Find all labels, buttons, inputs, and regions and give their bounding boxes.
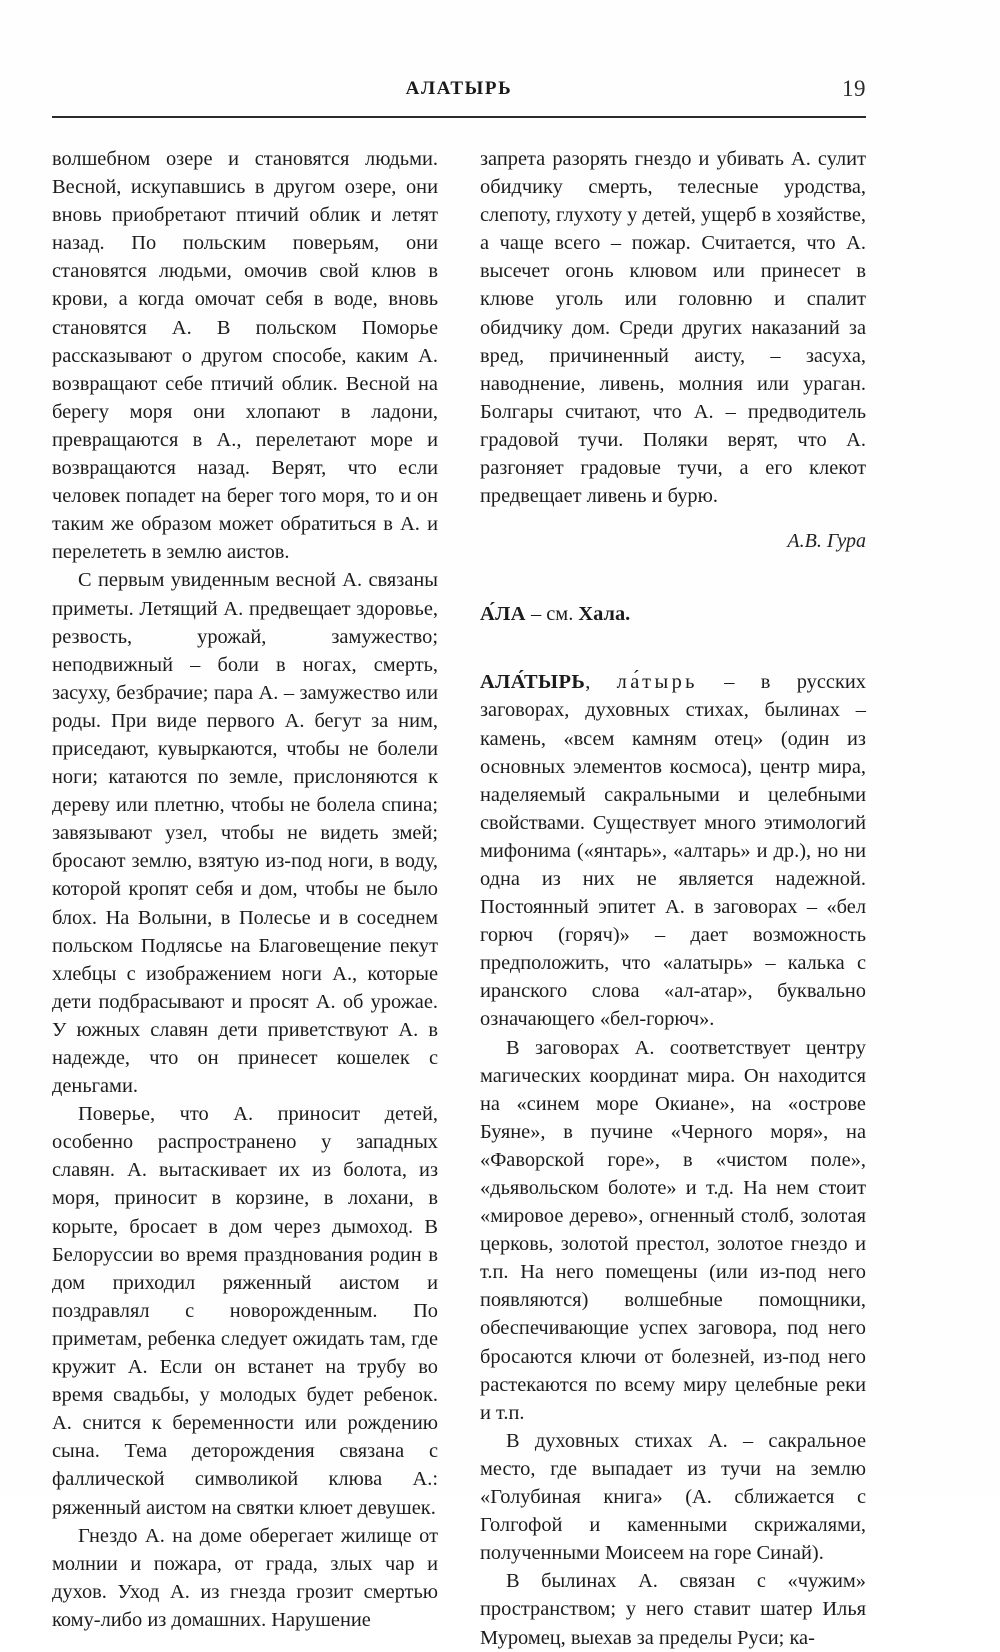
entry-variant-form: ла́тырь (616, 671, 698, 694)
running-head (52, 78, 866, 112)
paragraph: В былинах А. связан с «чужим» пространством; у него ставит шатер Илья Муромец, выехав за пределы Руси; ка- (480, 1570, 866, 1649)
paragraph: С первым увиденным весной А. связаны приметы. Летящий А. предвещает здоровье, резвость, урожай, замужество; неподвижный – боли в ногах, смерть, засуху, безбрачие; пара А. – замужество или роды. При виде первого А. бегут за ним, приседают, кувыркаются, чтобы не болели ноги; катаются по земле, прислоняются к дереву или плетню, чтобы не болела спина; завязывают узел, чтобы не видеть змей; бросают землю, взятую из-под ноги, в воду, которой кропят себя и дом, чтобы не было блох. На Волыни, в Полесье и в соседнем польском Подлясье на Благовещение пекут хлебцы с изображением ноги А., которые дети подбрасывают и просят А. об урожае. У южных славян дети приветствуют А. в надежде, что он принесет кошелек с деньгами. (52, 569, 438, 1098)
entry-headword: АЛА́ТЫРЬ (480, 671, 586, 694)
entry-definition: – в русских заговорах, духовных стихах, былинах – камень, «всем камням отец» (один из основных элементов космоса), центр мира, наделяемый сакральными и целебными свойствами. Существует много этимологий мифонима («янтарь», «алтарь» и др.), но ни одна из них не является надежной. Постоянный эпитет А. в заговорах – «бел горюч (горяч)» – дает возможность предположить, что «алатырь» – калька с иранского слова «ал-атар», буквально означающего «бел-горюч». (480, 671, 866, 1031)
paragraph: Гнездо А. на доме оберегает жилище от молнии и пожара, от града, злых чар и духов. Уход А. из гнезда грозит смертью кому-либо из домашних. Нарушение (52, 1524, 438, 1631)
body-columns (52, 145, 866, 1649)
paragraph: волшебном озере и становятся людьми. Весной, искупавшись в другом озере, они вновь приобретают птичий облик и летят назад. По польским поверьям, они становятся людьми, омочив свой клюв в крови, а когда омочат себя в воде, вновь становятся А. В польском Поморье рассказывают о другом способе, каким А. возвращают себе птичий облик. Весной на берегу моря они хлопают в ладони, превращаются в А., перелетают море и возвращаются назад. Верят, что если человек попадет на берег того моря, то и он таким же образом может обратиться в А. и перелететь в землю аистов. (52, 148, 438, 564)
column-right (480, 145, 866, 1649)
running-head-title: АЛАТЫРЬ (405, 78, 513, 99)
entry-alatyr (480, 668, 866, 1033)
cross-reference-target[interactable]: Хала. (578, 603, 631, 626)
paragraph: Поверье, что А. приносит детей, особенно распространено у западных славян. А. вытаскивает их из болота, из моря, приносит в корзине, в лохани, в корыте, бросает в дом через дымоход. В Белоруссии во время празднования родин в дом приходил ряженный аистом и поздравлял с новорожденным. По приметам, ребенка следует ожидать там, где кружит А. Если он встанет на трубу во время свадьбы, у молодых будет ребенок. А. снится к беременности или рождению сына. Тема деторождения связана с фаллической символикой клюва А.: ряженный аистом на святки клюет девушек. (52, 1103, 438, 1519)
entry-dash: – (525, 603, 547, 626)
header-rule (52, 116, 866, 118)
author-byline: А.В. Гура (787, 530, 866, 553)
entry-spacer (480, 554, 866, 600)
see-label: см. (546, 603, 579, 626)
paragraph: В заговорах А. соответствует центру магических координат мира. Он находится на «синем море Окиане», на «острове Буяне», в пучине «Черного моря», на «Фаворской горе», в «чистом поле», «дьявольском болоте» и т.д. На нем стоит «мировое дерево», огненный столб, золотая церковь, золотой престол, золотое гнездо и т.п. На него помещены (или из-под него появляются) волшебные помощники, обеспечивающие успех заговора, под него бросаются ключи от болезней, из-под него растекаются по всему миру целебные реки и т.п. (480, 1036, 866, 1424)
paragraph-continuation: запрета разорять гнездо и убивать А. сулит обидчику смерть, телесные уродства, слепоту, глухоту у детей, ущерб в хозяйстве, а чаще всего – пожар. Считается, что А. высечет огонь клювом или принесет в клюве уголь или головню и спалит обидчику дом. Среди других наказаний за вред, причиненный аисту, – засуха, наводнение, ливень, молния или ураган. Болгары считают, что А. – предводитель градовой тучи. Поляки верят, что А. разгоняет градовые тучи, а его клекот предвещает ливень и бурю. (480, 148, 866, 508)
entry-separator: , (585, 671, 617, 694)
entry-headword: А́ЛА (480, 603, 526, 626)
column-left (52, 145, 438, 1631)
entry-ala (480, 600, 866, 628)
page-number: 19 (842, 76, 866, 101)
paragraph: В духовных стихах А. – сакральное место, где выпадает из тучи на землю «Голубиная книга» (А. сближается с Голгофой и каменными скрижалями, полученными Моисеем на горе Синай). (480, 1429, 866, 1565)
entry-spacer (480, 628, 866, 668)
